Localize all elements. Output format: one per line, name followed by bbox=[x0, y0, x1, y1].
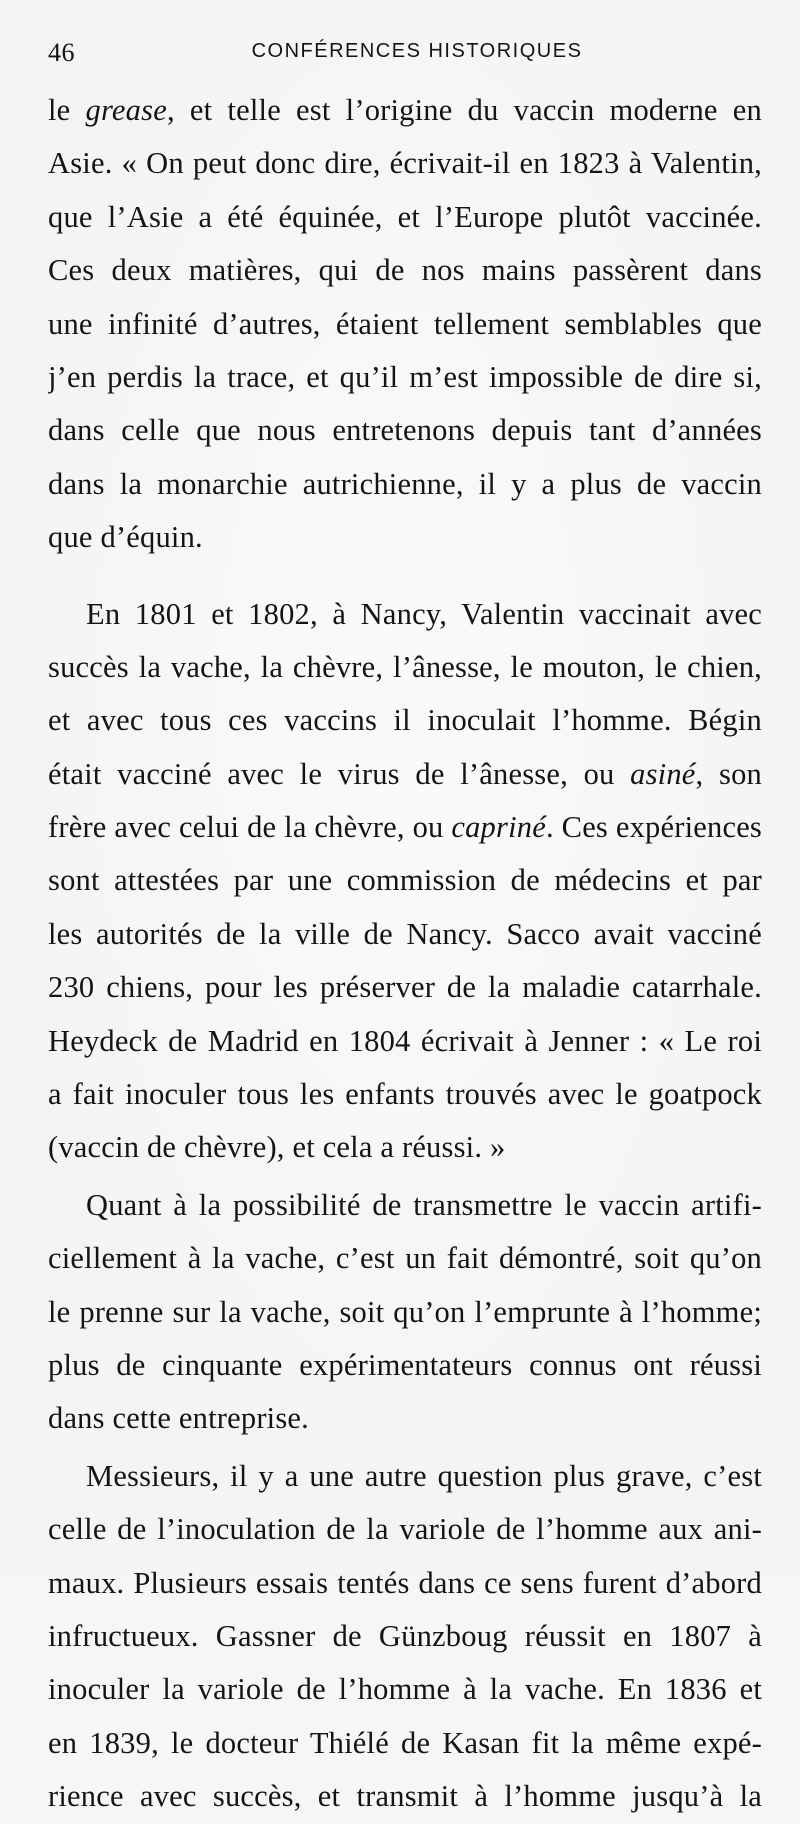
text-line bbox=[48, 1392, 762, 1445]
text-segment: Quant à la possibilité de transmettre le vaccin artifi- bbox=[86, 1187, 762, 1222]
text-segment: j’en perdis la trace, et qu’il m’est impossible de dire si, bbox=[48, 359, 762, 394]
text-line bbox=[48, 1557, 762, 1610]
text-line bbox=[48, 404, 762, 457]
text-line bbox=[48, 244, 762, 297]
text-segment: a fait inoculer tous les enfants trouvés avec le goatpock bbox=[48, 1077, 762, 1112]
text-segment: dans celle que nous entretenons depuis tant d’années bbox=[48, 413, 762, 448]
text-line bbox=[48, 1717, 762, 1770]
text-segment: inoculer la variole de l’homme à la vache. En 1836 et bbox=[48, 1672, 762, 1707]
text-segment: que l’Asie a été équinée, et l’Europe plutôt vaccinée. bbox=[48, 199, 762, 234]
text-line bbox=[48, 511, 762, 564]
text-line bbox=[48, 641, 762, 694]
text-line bbox=[48, 694, 762, 747]
text-line bbox=[48, 351, 762, 404]
text-segment: . Ces expériences bbox=[545, 810, 762, 845]
text-segment: Messieurs, il y a une autre question plus grave, c’est bbox=[86, 1458, 762, 1493]
text-segment: Asie. « On peut donc dire, écrivait-il en 1823 à Valentin, bbox=[48, 146, 762, 181]
text-segment: sont attestées par une commission de médecins et par bbox=[48, 863, 762, 898]
text-segment: (vaccin de chèvre), et cela a réussi. » bbox=[48, 1130, 506, 1165]
text-segment: succès la vache, la chèvre, l’ânesse, le mouton, le chien, bbox=[48, 649, 762, 684]
running-head: CONFÉRENCES HISTORIQUES bbox=[251, 40, 583, 62]
text-segment: frère avec celui de la chèvre, ou bbox=[48, 810, 452, 845]
text-line bbox=[48, 908, 762, 961]
text-line bbox=[48, 588, 762, 641]
text-segment: dans cette entreprise. bbox=[48, 1401, 309, 1436]
text-segment: 230 chiens, pour les préserver de la maladie catarrhale. bbox=[48, 970, 762, 1005]
paragraph-gap bbox=[48, 565, 762, 588]
text-line bbox=[48, 191, 762, 244]
text-line bbox=[48, 801, 762, 854]
text-line bbox=[48, 1286, 762, 1339]
page-header bbox=[48, 34, 756, 70]
text-segment: ciellement à la vache, c’est un fait démontré, soit qu’on bbox=[48, 1241, 762, 1276]
text-line bbox=[48, 961, 762, 1014]
italic-term: capriné bbox=[451, 810, 546, 845]
text-line bbox=[48, 298, 762, 351]
text-line bbox=[48, 1770, 762, 1823]
text-line bbox=[48, 854, 762, 907]
text-line bbox=[48, 1503, 762, 1556]
text-line bbox=[48, 84, 762, 137]
italic-term: grease bbox=[85, 93, 167, 127]
italic-term: asiné bbox=[630, 756, 696, 791]
text-line bbox=[48, 1121, 762, 1174]
text-segment: et avec tous ces vaccins il inoculait l’homme. Bégin bbox=[48, 703, 762, 738]
text-segment: les autorités de la ville de Nancy. Sacco avait vacciné bbox=[48, 916, 762, 951]
text-segment: maux. Plusieurs essais tentés dans ce sens furent d’abord bbox=[48, 1565, 762, 1600]
text-line bbox=[48, 1232, 762, 1285]
text-line bbox=[48, 1450, 762, 1503]
text-line bbox=[48, 1015, 762, 1068]
text-segment: , et telle est l’origine du vaccin moderne en bbox=[166, 93, 762, 127]
text-segment: En 1801 et 1802, à Nancy, Valentin vaccinait avec bbox=[86, 596, 762, 631]
text-segment: en 1839, le docteur Thiélé de Kasan fit la même expé- bbox=[48, 1725, 762, 1760]
text-segment: une infinité d’autres, étaient tellement semblables que bbox=[48, 306, 762, 341]
text-segment: Ces deux matières, qui de nos mains passèrent dans bbox=[48, 253, 762, 288]
text-line bbox=[48, 1179, 762, 1232]
text-segment: le prenne sur la vache, soit qu’on l’emprunte à l’homme; bbox=[48, 1294, 762, 1329]
text-segment: le bbox=[48, 93, 86, 127]
text-segment: que d’équin. bbox=[48, 520, 203, 555]
text-segment: Heydeck de Madrid en 1804 écrivait à Jenner : « Le roi bbox=[48, 1023, 762, 1058]
body-text bbox=[48, 84, 762, 1824]
text-line bbox=[48, 1068, 762, 1121]
page-number: 46 bbox=[48, 38, 75, 67]
text-segment: celle de l’inoculation de la variole de l’homme aux ani- bbox=[48, 1512, 762, 1547]
text-segment: plus de cinquante expérimentateurs connus ont réussi bbox=[48, 1347, 762, 1382]
text-segment: rience avec succès, et transmit à l’homme jusqu’à la bbox=[48, 1779, 762, 1814]
text-line bbox=[48, 1339, 762, 1392]
text-line bbox=[48, 748, 762, 801]
text-segment: était vacciné avec le virus de l’ânesse, ou bbox=[48, 756, 631, 791]
text-line bbox=[48, 458, 762, 511]
text-line bbox=[48, 137, 762, 190]
text-segment: dans la monarchie autrichienne, il y a plus de vaccin bbox=[48, 466, 762, 501]
text-line bbox=[48, 1610, 762, 1663]
text-segment: infructueux. Gassner de Günzboug réussit en 1807 à bbox=[48, 1618, 762, 1653]
text-segment: , son bbox=[695, 756, 762, 791]
text-line bbox=[48, 1663, 762, 1716]
